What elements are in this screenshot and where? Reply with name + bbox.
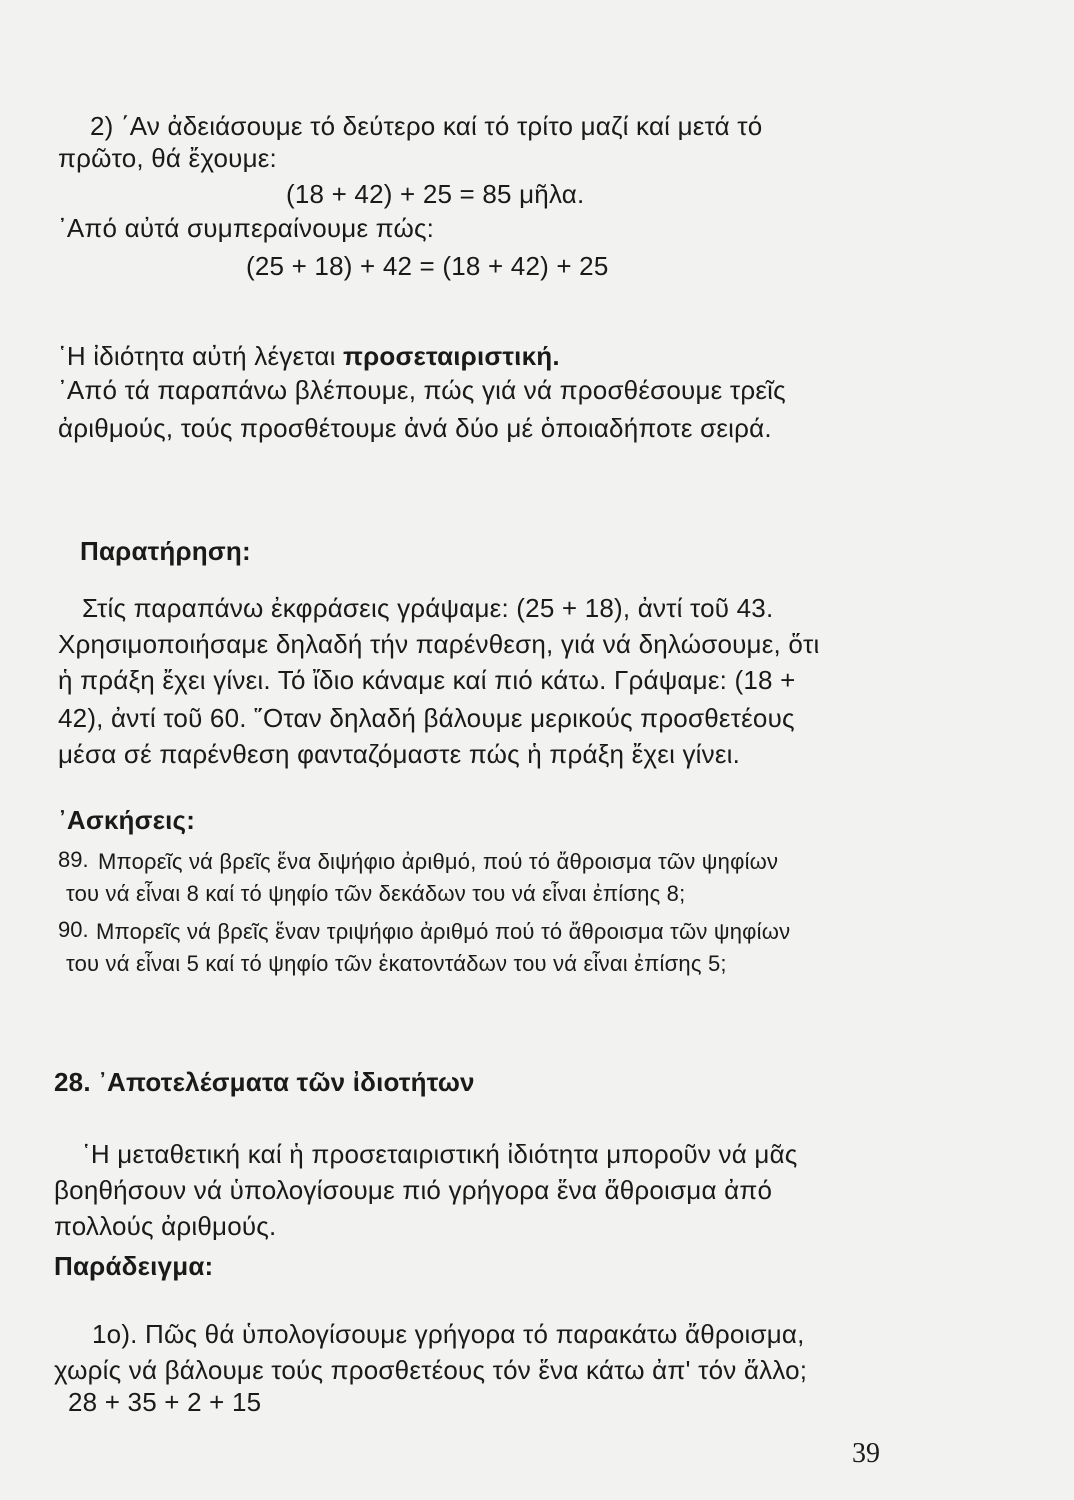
- text-line: ἀριθμούς, τούς προσθέτουμε ἀνά δύο μέ ὁποιαδήποτε σειρά.: [58, 413, 772, 443]
- section-heading: [54, 1066, 475, 1098]
- exercise-text: Μπορεῖς νά βρεῖς ἕνα διψήφιο ἀριθμό, πού τό ἄθροισμα τῶν ψηφίων: [98, 849, 779, 874]
- text-line: ᾿Από τά παραπάνω βλέπουμε, πώς γιά νά προσθέσουμε τρεῖς: [58, 375, 786, 405]
- exercise-text: Μπορεῖς νά βρεῖς ἕναν τριψήφιο ἀριθμό πού τό ἄθροισμα τῶν ψηφίων: [96, 919, 791, 944]
- text-span: ῾Η ἰδιότητα αὐτή λέγεται: [58, 341, 336, 371]
- text-line: ῾Η μεταθετική καί ἡ προσεταιριστική ἰδιότητα μποροῦν νά μᾶς: [82, 1139, 798, 1169]
- text-line: 1ο). Πῶς θά ὑπολογίσουμε γρήγορα τό παρακάτω ἄθροισμα,: [92, 1319, 805, 1349]
- equation: 28 + 35 + 2 + 15: [68, 1387, 262, 1417]
- section-number: 28.: [54, 1067, 91, 1097]
- exercise-text: του νά εἶναι 5 καί τό ψηφίο τῶν ἑκατοντάδων του νά εἶναι ἐπίσης 5;: [66, 951, 727, 976]
- note-heading: Παρατήρηση:: [80, 536, 251, 566]
- exercises-heading: ᾿Ασκήσεις:: [58, 805, 196, 835]
- text-line: ᾿Από αὐτά συμπεραίνουμε πώς:: [58, 213, 435, 243]
- exercise-text: του νά εἶναι 8 καί τό ψηφίο τῶν δεκάδων του νά εἶναι ἐπίσης 8;: [66, 881, 686, 906]
- text-line: βοηθήσουν νά ὑπολογίσουμε πιό γρήγορα ἕνα ἄθροισμα ἀπό: [54, 1175, 773, 1205]
- text-line: 2) ΄Αν ἀδειάσουμε τό δεύτερο καί τό τρίτο μαζί καί μετά τό: [90, 111, 763, 141]
- example-heading: Παράδειγμα:: [54, 1251, 214, 1281]
- text-line: μέσα σέ παρένθεση φανταζόμαστε πώς ἡ πράξη ἔχει γίνει.: [58, 739, 741, 769]
- text-line: ἡ πράξη ἔχει γίνει. Τό ἴδιο κάναμε καί πιό κάτω. Γράψαμε: (18 +: [58, 665, 796, 695]
- page-number: 39: [852, 1438, 880, 1469]
- term-bold: προσεταιριστική.: [343, 341, 560, 371]
- text-line: χωρίς νά βάλουμε τούς προσθετέους τόν ἕνα κάτω ἀπ' τόν ἄλλο;: [54, 1355, 808, 1385]
- text-line: Χρησιμοποιήσαμε δηλαδή τήν παρένθεση, γιά νά δηλώσουμε, ὅτι: [58, 629, 820, 659]
- text-line: πρῶτο, θά ἔχουμε:: [58, 143, 277, 173]
- exercise-number: 90.: [58, 917, 89, 942]
- text-line: [58, 340, 560, 372]
- text-line: πολλούς ἀριθμούς.: [54, 1211, 277, 1241]
- text-line: Στίς παραπάνω ἐκφράσεις γράψαμε: (25 + 18), ἀντί τοῦ 43.: [82, 593, 774, 623]
- text-line: 42), ἀντί τοῦ 60. ῞Οταν δηλαδή βάλουμε μερικούς προσθετέους: [58, 703, 795, 733]
- section-title: ᾿Αποτελέσματα τῶν ἰδιοτήτων: [98, 1067, 475, 1097]
- equation: (18 + 42) + 25 = 85 μῆλα.: [286, 179, 585, 209]
- exercise-number: 89.: [58, 847, 89, 872]
- equation: (25 + 18) + 42 = (18 + 42) + 25: [246, 251, 609, 281]
